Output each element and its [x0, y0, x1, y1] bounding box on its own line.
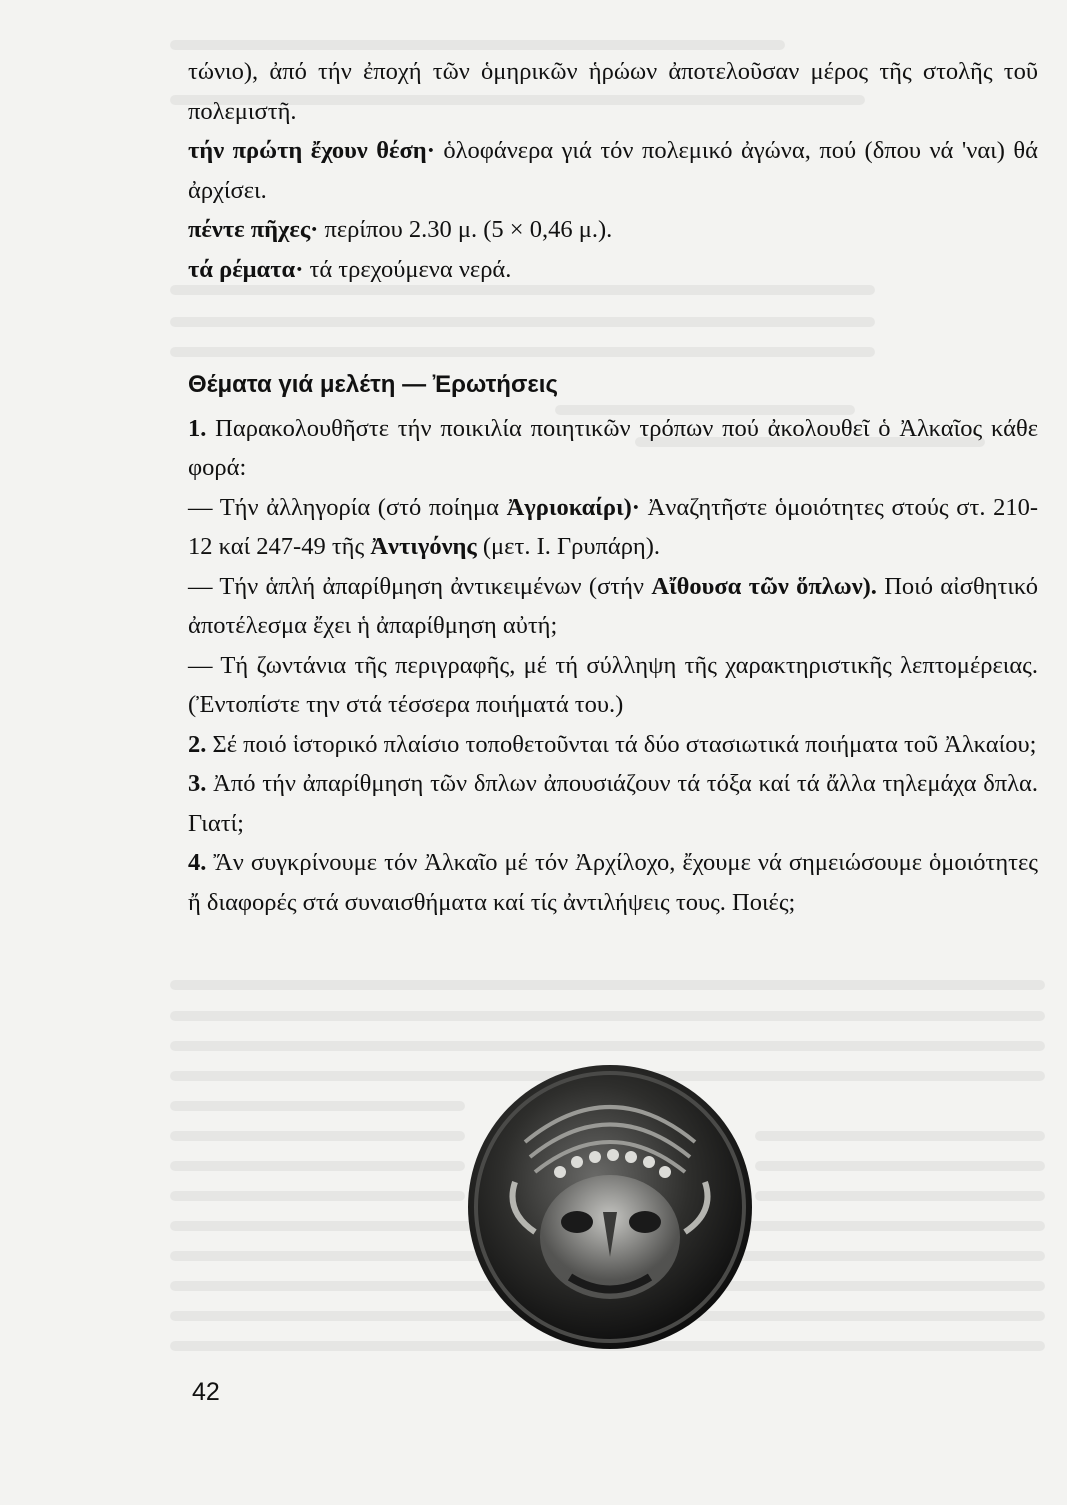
work-title: Ἀντιγόνης: [370, 533, 477, 560]
glossary-entry: [188, 250, 1038, 290]
question-number: 4.: [188, 849, 207, 876]
question-text: Ἄν συγκρίνουμε τόν Ἀλκαῖο μέ τόν Ἀρχίλοχο, ἔχουμε νά σημειώσουμε ὁμοιότητες ἤ διαφορές στά συναισθήματα καί τίς ἀντιλήψεις τους. Ποιές;: [188, 849, 1038, 916]
question-number: 2.: [188, 730, 207, 758]
section-heading: Θέματα γιά μελέτη — Ἐρωτήσεις: [188, 371, 558, 398]
glossary-term: πέντε πῆχες·: [188, 216, 319, 243]
glossary-text: τά τρεχούμενα νερά.: [303, 255, 512, 283]
question-1-item-c: — Τή ζωντάνια τῆς περιγραφῆς, μέ τή σύλληψη τῆς χαρακτηριστικῆς λεπτομέρειας. (Ἐντοπίστε την στά τέσσερα ποιήματά του.): [188, 651, 1038, 718]
study-questions: [188, 409, 1038, 923]
glossary-term: τήν πρώτη ἔχουν θέση·: [188, 137, 435, 164]
glossary-notes: [188, 52, 1038, 289]
page-body: [188, 52, 1038, 922]
question-text: — Τήν ἁπλή ἀπαρίθμηση ἀντικειμένων (στήν: [188, 572, 652, 600]
glossary-text: τώνιο), ἀπό τήν ἐποχή τῶν ὁμηρικῶν ἡρώων ἀποτελοῦσαν μέρος τῆς στολῆς τοῦ πολεμιστῆ.: [188, 58, 1038, 125]
page-number: 42: [192, 1378, 220, 1406]
question-text: Ἀπό τήν ἀπαρίθμηση τῶν δπλων ἀπουσιάζουν τά τόξα καί τά ἄλλα τηλεμάχα δπλα. Γιατί;: [188, 770, 1038, 837]
gorgon-coin-illustration: [465, 1062, 755, 1352]
glossary-text: περίπου 2.30 μ. (5 × 0,46 μ.).: [318, 216, 613, 243]
question-1-item-a: [188, 488, 1038, 567]
question-1-item-b: [188, 567, 1038, 646]
question-text: Παρακολουθῆστε τήν ποικιλία ποιητικῶν τρόπων πού ἀκολουθεῖ ὁ Ἀλκαῖος κάθε φορά:: [188, 414, 1038, 481]
question-text: Σέ ποιό ἱστορικό πλαίσιο τοποθετοῦνται τά δύο στασιωτικά ποιήματα τοῦ Ἀλκαίου;: [206, 730, 1037, 758]
glossary-entry: [188, 131, 1038, 210]
question-text: Ἀναζητῆστε ὁμοιότητες στούς στ. 210-12 καί 247-49 τῆς: [188, 493, 1039, 560]
question-text: — Τήν ἀλληγορία (στό ποίημα: [188, 493, 507, 521]
coin-image: [465, 1062, 755, 1352]
question-1: [188, 409, 1038, 488]
question-text: (μετ. Ι. Γρυπάρη).: [476, 533, 661, 560]
glossary-term: τά ρέματα·: [188, 255, 304, 283]
glossary-text: ὁλοφάνερα γιά τόν πολεμικό ἀγώνα, πού (δπου νά 'ναι) θά ἀρχίσει.: [188, 137, 1038, 204]
question-number: 1.: [188, 414, 207, 442]
poem-title: Αἴθουσα τῶν ὅπλων).: [651, 572, 877, 600]
glossary-entry: [188, 52, 1038, 131]
question-3: [188, 764, 1038, 843]
question-number: 3.: [188, 770, 207, 797]
question-4: [188, 843, 1038, 922]
question-2: [188, 725, 1038, 765]
question-text: Ποιό αἰσθητικό ἀποτέλεσμα ἔχει ἡ ἀπαρίθμηση αὐτή;: [188, 572, 1038, 639]
poem-title: Ἀγριοκαίρι)·: [506, 493, 640, 521]
glossary-entry: [188, 210, 1038, 250]
